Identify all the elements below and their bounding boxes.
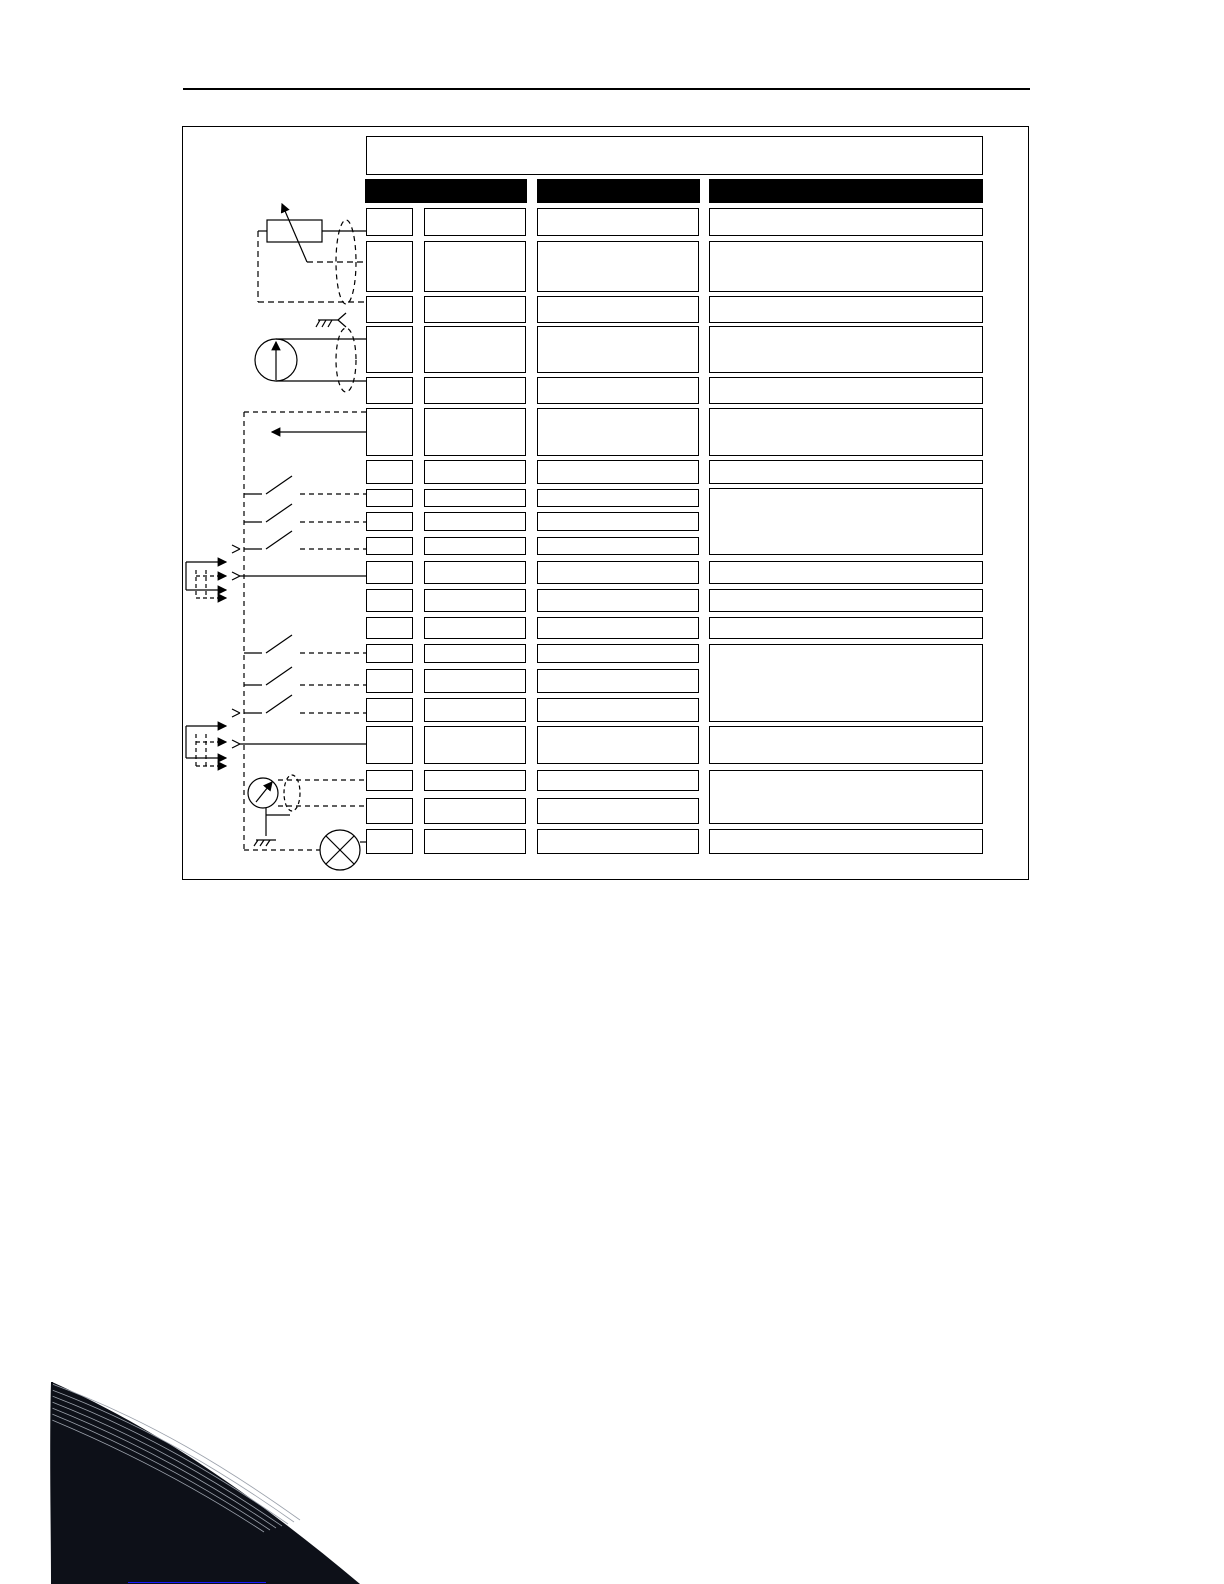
switch-icon	[232, 635, 366, 717]
current-meter-icon	[255, 328, 366, 392]
footer-link[interactable]	[128, 1582, 266, 1583]
meter-icon	[248, 775, 366, 846]
corner-swoosh-graphic	[0, 1370, 360, 1584]
potentiometer-icon	[258, 204, 366, 304]
lamp-icon	[244, 830, 366, 870]
switch-icon	[232, 476, 366, 553]
ground-icon	[316, 313, 346, 327]
